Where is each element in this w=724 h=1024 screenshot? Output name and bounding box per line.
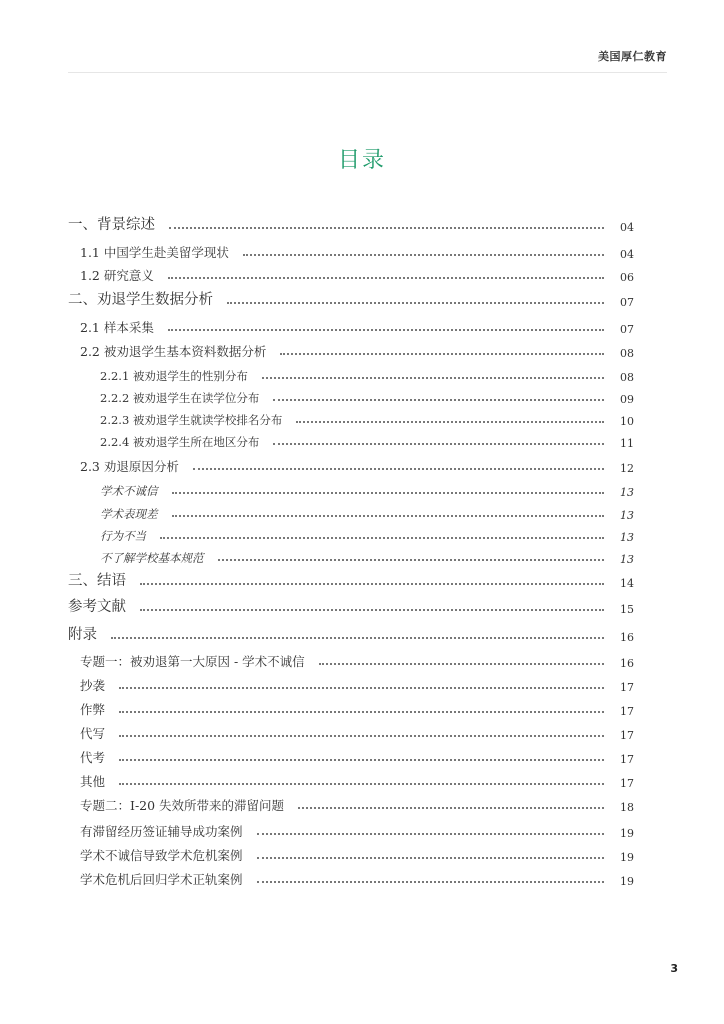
- dot-leader: [119, 783, 604, 785]
- dot-leader: [140, 609, 604, 611]
- toc-entry[interactable]: [68, 546, 634, 566]
- dot-leader: [169, 227, 604, 229]
- toc-entry-label: 专题二：I-20 失效所带来的滞留问题: [80, 798, 285, 813]
- toc-entry-page: 11: [620, 437, 634, 450]
- toc-entry-label: 一、背景综述: [68, 217, 155, 233]
- toc-entry[interactable]: [68, 408, 634, 428]
- toc-entry-page: 09: [620, 393, 634, 406]
- toc-entry-page: 18: [620, 801, 634, 814]
- toc-entry-label: 学术不诚信: [100, 484, 158, 498]
- dot-leader: [298, 807, 604, 809]
- toc-entry-page: 10: [620, 415, 634, 428]
- toc-entry-label: 行为不当: [100, 529, 146, 543]
- toc-entry[interactable]: [68, 214, 634, 234]
- toc-entry[interactable]: [68, 264, 634, 284]
- toc-entry-page: 19: [620, 875, 634, 888]
- toc-entry[interactable]: [68, 289, 634, 309]
- dot-leader: [257, 881, 604, 883]
- toc-entry-page: 04: [620, 248, 634, 261]
- dot-leader: [319, 663, 604, 665]
- toc-entry[interactable]: [68, 820, 634, 840]
- toc-entry[interactable]: [68, 524, 634, 544]
- toc-entry-page: 12: [620, 462, 634, 475]
- toc-entry-page: 13: [620, 486, 634, 499]
- dot-leader: [218, 559, 605, 561]
- page-title: 目录: [337, 148, 386, 173]
- toc-entry-label: 1.2 研究意义: [80, 268, 154, 283]
- dot-leader: [119, 711, 604, 713]
- toc-entry[interactable]: [68, 386, 634, 406]
- toc-entry[interactable]: [68, 794, 634, 814]
- dot-leader: [111, 637, 604, 639]
- toc-entry[interactable]: [68, 502, 634, 522]
- toc-entry[interactable]: [68, 650, 634, 670]
- toc-entry[interactable]: [68, 844, 634, 864]
- toc-entry-label: 其他: [80, 774, 106, 789]
- dot-leader: [257, 833, 604, 835]
- toc-entry-page: 13: [620, 509, 634, 522]
- toc-entry[interactable]: [68, 364, 634, 384]
- toc-entry-label: 1.1 中国学生赴美留学现状: [80, 245, 229, 260]
- toc-entry-label: 学术表现差: [100, 507, 158, 521]
- toc-entry-page: 13: [620, 531, 634, 544]
- toc-entry-page: 04: [620, 221, 634, 234]
- toc-entry-page: 16: [620, 657, 634, 670]
- toc-entry-label: 学术危机后回归学术正轨案例: [80, 872, 243, 887]
- dot-leader: [160, 537, 604, 539]
- toc-entry[interactable]: [68, 698, 634, 718]
- toc-entry[interactable]: [68, 455, 634, 475]
- toc-entry-label: 抄袭: [80, 678, 106, 693]
- toc-entry[interactable]: [68, 479, 634, 499]
- toc-entry-page: 16: [620, 631, 634, 644]
- toc-entry-page: 08: [620, 347, 634, 360]
- toc-entry-page: 07: [620, 323, 634, 336]
- toc-entry[interactable]: [68, 596, 634, 616]
- toc-entry-page: 19: [620, 827, 634, 840]
- toc-entry-page: 17: [620, 705, 634, 718]
- toc-entry[interactable]: [68, 868, 634, 888]
- header-divider: [68, 72, 667, 73]
- toc-entry-page: 19: [620, 851, 634, 864]
- dot-leader: [140, 583, 604, 585]
- toc-entry-label: 有滞留经历签证辅导成功案例: [80, 824, 243, 839]
- toc-entry-label: 附录: [68, 627, 97, 643]
- dot-leader: [257, 857, 604, 859]
- dot-leader: [168, 277, 604, 279]
- toc-entry-label: 2.2.1 被劝退学生的性别分布: [100, 369, 248, 383]
- toc-entry[interactable]: [68, 316, 634, 336]
- toc-entry-label: 二、劝退学生数据分析: [68, 292, 213, 308]
- toc-entry[interactable]: [68, 722, 634, 742]
- toc-entry-label: 2.3 劝退原因分析: [80, 459, 179, 474]
- toc-entry-page: 06: [620, 271, 634, 284]
- dot-leader: [193, 468, 604, 470]
- dot-leader: [273, 443, 604, 445]
- toc-entry[interactable]: [68, 746, 634, 766]
- toc-entry-label: 2.1 样本采集: [80, 320, 154, 335]
- toc-entry-label: 专题一：被劝退第一大原因 - 学术不诚信: [80, 654, 305, 669]
- toc-entry-label: 2.2.2 被劝退学生在读学位分布: [100, 391, 260, 405]
- toc-entry-label: 代考: [80, 750, 106, 765]
- dot-leader: [119, 759, 604, 761]
- toc-entry[interactable]: [68, 430, 634, 450]
- dot-leader: [280, 353, 604, 355]
- dot-leader: [296, 421, 604, 423]
- toc-entry-label: 2.2.3 被劝退学生就读学校排名分布: [100, 413, 283, 427]
- toc-entry-page: 14: [620, 577, 634, 590]
- toc-entry-page: 13: [620, 553, 634, 566]
- toc-entry-label: 作弊: [80, 702, 106, 717]
- toc-entry-label: 三、结语: [68, 573, 126, 589]
- dot-leader: [243, 254, 604, 256]
- toc-entry-label: 2.2 被劝退学生基本资料数据分析: [80, 344, 267, 359]
- toc-entry-label: 代写: [80, 726, 106, 741]
- toc-entry-page: 17: [620, 729, 634, 742]
- toc-entry-page: 17: [620, 681, 634, 694]
- toc-entry[interactable]: [68, 770, 634, 790]
- toc-entry[interactable]: [68, 340, 634, 360]
- toc-entry-page: 17: [620, 753, 634, 766]
- dot-leader: [119, 735, 604, 737]
- toc-entry-page: 17: [620, 777, 634, 790]
- toc-entry-page: 08: [620, 371, 634, 384]
- page-number: 3: [670, 962, 678, 975]
- dot-leader: [273, 399, 604, 401]
- dot-leader: [262, 377, 604, 379]
- toc-entry-page: 07: [620, 296, 634, 309]
- dot-leader: [172, 492, 605, 494]
- dot-leader: [168, 329, 604, 331]
- toc-entry-label: 不了解学校基本规范: [100, 551, 204, 565]
- header-brand: 美国厚仁教育: [598, 50, 667, 63]
- toc-entry[interactable]: [68, 674, 634, 694]
- toc-entry-page: 15: [620, 603, 634, 616]
- toc-entry-label: 学术不诚信导致学术危机案例: [80, 848, 243, 863]
- dot-leader: [119, 687, 604, 689]
- toc-entry[interactable]: [68, 241, 634, 261]
- toc-entry-label: 参考文献: [68, 599, 126, 615]
- toc-entry-label: 2.2.4 被劝退学生所在地区分布: [100, 435, 260, 449]
- toc-entry[interactable]: [68, 624, 634, 644]
- toc-entry[interactable]: [68, 570, 634, 590]
- dot-leader: [227, 302, 604, 304]
- dot-leader: [172, 515, 605, 517]
